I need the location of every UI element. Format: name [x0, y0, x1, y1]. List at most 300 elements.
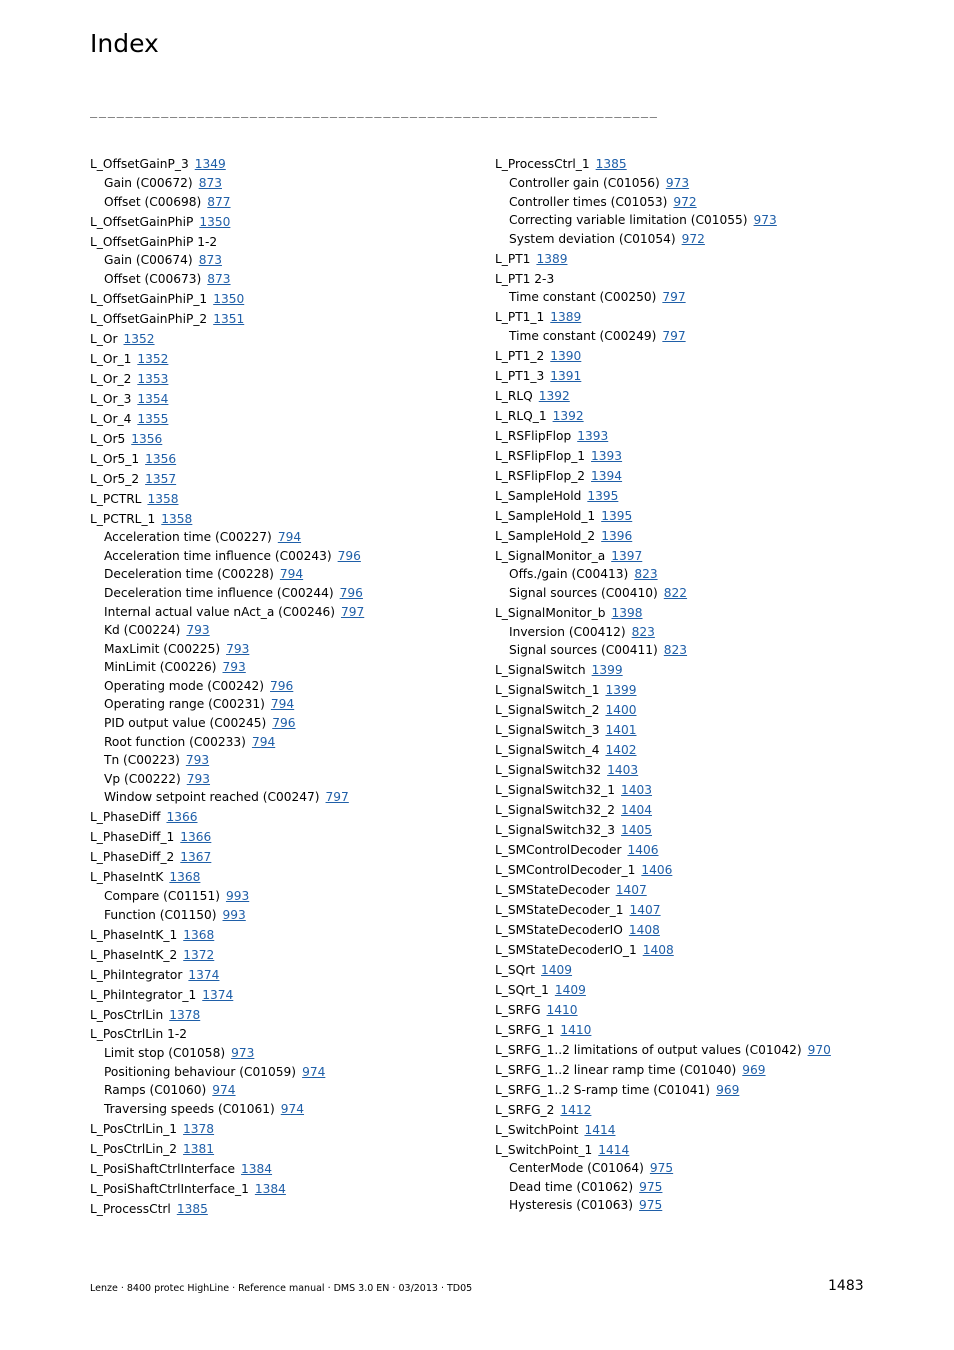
index-entry-label: L_Or_3 — [90, 391, 132, 406]
index-entry — [90, 350, 480, 369]
page-link[interactable]: 877 — [207, 194, 231, 209]
page-link[interactable]: 793 — [226, 641, 250, 656]
index-entry — [495, 1041, 875, 1060]
page-link[interactable]: 1349 — [194, 157, 226, 172]
index-entry-label: L_SignalMonitor_a — [495, 548, 606, 563]
index-entry-label: MaxLimit (C00225) — [104, 641, 221, 656]
page-link[interactable]: 1403 — [620, 782, 653, 797]
index-entry — [90, 1200, 480, 1219]
page-link[interactable]: 1407 — [629, 902, 661, 917]
page-link[interactable]: 974 — [212, 1083, 236, 1098]
index-entry-label: L_SMControlDecoder_1 — [495, 862, 636, 877]
index-entry-label: L_SignalSwitch_1 — [495, 683, 600, 698]
page-link[interactable]: 975 — [639, 1179, 663, 1194]
index-entry — [495, 681, 875, 700]
index-entry — [90, 986, 480, 1005]
page-link[interactable]: 1381 — [183, 1141, 215, 1156]
index-entry-label: L_RSFlipFlop — [495, 428, 572, 443]
index-entry-label: L_PT1_1 — [495, 310, 545, 325]
index-entry — [495, 1101, 875, 1120]
page-link[interactable]: 873 — [198, 175, 222, 190]
page-link[interactable]: 1352 — [123, 331, 155, 346]
page-link[interactable]: 1367 — [180, 850, 212, 865]
page-link[interactable]: 1358 — [161, 511, 193, 526]
index-subentry — [495, 1159, 875, 1178]
index-entry — [495, 881, 875, 900]
index-subentry — [495, 288, 875, 307]
index-entry — [90, 1006, 480, 1025]
page-link[interactable]: 1404 — [620, 802, 653, 817]
page-link[interactable]: 1409 — [541, 962, 573, 977]
index-entry-label: L_PT1 2-3 — [495, 271, 555, 286]
index-subentry — [90, 251, 480, 270]
index-subentry — [90, 640, 480, 659]
index-entry — [495, 1141, 875, 1160]
page-link[interactable]: 973 — [231, 1046, 255, 1061]
index-entry-label: L_SRFG_1 — [495, 1022, 555, 1037]
index-entry-label: L_ProcessCtrl_1 — [495, 157, 590, 172]
page-link[interactable]: 797 — [325, 790, 349, 805]
index-entry-label: L_SignalSwitch32_2 — [495, 802, 615, 817]
index-subentry — [495, 211, 875, 230]
page-link[interactable]: 1350 — [213, 291, 245, 306]
page-link[interactable]: 1414 — [598, 1142, 630, 1157]
index-entry-label: L_Or5_1 — [90, 451, 140, 466]
index-entry-label: Acceleration time influence (C00243) — [104, 548, 332, 563]
index-entry — [90, 828, 480, 847]
index-entry-label: L_RLQ_1 — [495, 408, 547, 423]
index-entry-label: L_PCTRL_1 — [90, 511, 156, 526]
index-entry — [90, 213, 480, 232]
index-entry — [90, 1025, 480, 1044]
index-entry — [495, 1081, 875, 1100]
footer-text: Lenze · 8400 protec HighLine · Reference manual · DMS 3.0 EN · 03/2013 · TD05 — [90, 1283, 473, 1294]
index-subentry — [90, 1063, 480, 1082]
page-link[interactable]: 1378 — [183, 1121, 215, 1136]
index-entry-label: L_SignalSwitch32 — [495, 763, 602, 777]
index-subentry — [90, 658, 480, 677]
index-subentry — [90, 270, 480, 289]
index-entry — [90, 510, 480, 529]
index-entry-label: L_PT1_3 — [495, 368, 545, 383]
page-link[interactable]: 1389 — [536, 251, 568, 266]
page-link[interactable]: 796 — [272, 716, 296, 731]
index-entry-label: System deviation (C01054) — [509, 231, 676, 246]
index-entry-label: L_PhiIntegrator_1 — [90, 987, 197, 1002]
index-column-left — [90, 154, 480, 1218]
index-subentry — [90, 770, 480, 789]
page-link[interactable]: 973 — [753, 213, 777, 228]
page-link[interactable]: 970 — [807, 1042, 831, 1057]
index-entry-label: Kd (C00224) — [104, 623, 181, 638]
index-subentry — [90, 174, 480, 193]
index-entry-label: L_RSFlipFlop_2 — [495, 468, 586, 483]
index-entry — [90, 848, 480, 867]
index-entry-label: L_SMControlDecoder — [495, 842, 622, 857]
page-number: 1483 — [828, 1278, 864, 1294]
index-entry-label: L_ProcessCtrl — [90, 1201, 171, 1216]
index-entry-label: Controller gain (C01056) — [509, 175, 660, 190]
index-subentry — [495, 584, 875, 603]
index-entry-label: CenterMode (C01064) — [509, 1161, 644, 1176]
page-link[interactable]: 1395 — [601, 508, 633, 523]
page-link[interactable]: 1405 — [620, 822, 653, 837]
index-entry — [90, 410, 480, 429]
index-entry — [495, 661, 875, 680]
page-link[interactable]: 1394 — [591, 468, 623, 483]
index-entry — [495, 407, 875, 426]
index-subentry — [495, 174, 875, 193]
page-link[interactable]: 969 — [716, 1082, 740, 1097]
page-title: Index — [90, 29, 159, 58]
page-link[interactable]: 972 — [673, 194, 697, 209]
index-subentry — [495, 1178, 875, 1197]
index-subentry — [495, 641, 875, 660]
index-entry — [90, 868, 480, 887]
index-entry-label: L_Or5 — [90, 431, 126, 446]
page-link[interactable]: 1389 — [550, 310, 582, 325]
index-entry — [495, 347, 875, 366]
index-entry — [90, 1140, 480, 1159]
page-link[interactable]: 1378 — [169, 1007, 201, 1022]
index-entry-label: Operating mode (C00242) — [104, 678, 265, 693]
index-entry-label: L_PhaseDiff_1 — [90, 830, 175, 845]
page-link[interactable]: 1350 — [199, 214, 231, 229]
index-entry-label: Time constant (C00249) — [509, 328, 657, 343]
index-entry-label: Deceleration time (C00228) — [104, 567, 274, 582]
index-entry-label: L_SMStateDecoder_1 — [495, 902, 624, 917]
index-subentry — [90, 695, 480, 714]
page-link[interactable]: 1393 — [591, 448, 623, 463]
page-link[interactable]: 796 — [270, 678, 294, 693]
index-entry — [495, 367, 875, 386]
page-link[interactable]: 1384 — [254, 1181, 286, 1196]
page-link[interactable]: 1409 — [554, 982, 586, 997]
index-entry-label: L_SampleHold_1 — [495, 508, 596, 523]
index-entry-label: Signal sources (C00411) — [509, 643, 658, 658]
page-link[interactable]: 1396 — [601, 528, 633, 543]
page-link[interactable]: 1400 — [605, 703, 637, 718]
index-entry — [90, 390, 480, 409]
index-subentry — [90, 906, 480, 925]
page-link[interactable]: 969 — [742, 1062, 766, 1077]
page-link[interactable]: 1408 — [628, 922, 660, 937]
page-link[interactable]: 1395 — [587, 488, 619, 503]
page-link[interactable]: 1368 — [169, 870, 201, 885]
page-link[interactable]: 1358 — [147, 491, 179, 506]
page-link[interactable]: 1398 — [611, 605, 643, 620]
index-entry-label: Internal actual value nAct_a (C00246) — [104, 604, 335, 619]
index-entry-label: Vp (C00222) — [104, 771, 181, 786]
index-entry-label: L_SMStateDecoderIO — [495, 922, 623, 937]
page-link[interactable]: 1368 — [183, 927, 215, 942]
page-link[interactable]: 1406 — [641, 862, 673, 877]
index-subentry — [90, 584, 480, 603]
index-subentry — [90, 751, 480, 770]
index-entry — [90, 370, 480, 389]
index-entry-label: L_SignalSwitch_2 — [495, 703, 600, 718]
index-entry — [495, 901, 875, 920]
index-subentry — [90, 603, 480, 622]
index-entry — [495, 961, 875, 980]
page-link[interactable]: 1366 — [180, 830, 212, 845]
page-link[interactable]: 796 — [339, 585, 363, 600]
index-entry-label: Time constant (C00250) — [509, 290, 657, 305]
index-entry-label: L_OffsetGainPhiP_2 — [90, 311, 208, 326]
page-link[interactable]: 1408 — [642, 942, 674, 957]
index-entry-label: L_SMStateDecoder — [495, 882, 610, 897]
page-link[interactable]: 1356 — [131, 431, 163, 446]
page-link[interactable]: 973 — [665, 175, 690, 190]
index-entry-label: L_RSFlipFlop_1 — [495, 448, 586, 463]
index-entry — [495, 721, 875, 740]
index-entry-label: L_SRFG_1..2 limitations of output values (C01042) — [495, 1042, 802, 1057]
index-entry-label: L_OffsetGainPhiP — [90, 214, 194, 229]
index-entry — [90, 1160, 480, 1179]
index-subentry — [495, 623, 875, 642]
page-link[interactable]: 1354 — [137, 391, 169, 406]
page-link[interactable]: 1391 — [550, 368, 582, 383]
index-entry-label: PID output value (C00245) — [104, 716, 267, 731]
page-link[interactable]: 1392 — [538, 388, 570, 403]
page-link[interactable]: 1372 — [183, 947, 215, 962]
index-entry — [495, 1001, 875, 1020]
index-entry-label: L_SignalSwitch — [495, 663, 586, 678]
page-link[interactable]: 975 — [649, 1161, 674, 1176]
index-subentry — [90, 528, 480, 547]
page-link[interactable]: 1352 — [137, 351, 169, 366]
page-link[interactable]: 823 — [634, 567, 658, 582]
page-link[interactable]: 1410 — [560, 1022, 592, 1037]
index-entry — [90, 290, 480, 309]
page-link[interactable]: 1399 — [591, 663, 623, 678]
page-link[interactable]: 1406 — [627, 842, 659, 857]
index-entry-label: L_OffsetGainPhiP 1-2 — [90, 234, 218, 249]
page-link[interactable]: 993 — [225, 888, 250, 903]
index-entry — [90, 310, 480, 329]
index-entry-label: L_SignalSwitch_3 — [495, 723, 600, 738]
index-entry-label: L_SQrt_1 — [495, 982, 549, 997]
index-entry-label: L_SignalSwitch_4 — [495, 743, 600, 758]
page-link[interactable]: 1374 — [202, 987, 234, 1002]
page-link[interactable]: 1385 — [176, 1201, 208, 1216]
page-link[interactable]: 797 — [340, 604, 365, 619]
page-link[interactable]: 823 — [663, 643, 688, 658]
page-link[interactable]: 822 — [663, 585, 688, 600]
index-entry — [495, 821, 875, 840]
page-link[interactable]: 793 — [186, 623, 210, 638]
index-entry — [495, 604, 875, 623]
page-link[interactable]: 796 — [337, 548, 361, 563]
page-link[interactable]: 1351 — [213, 311, 245, 326]
index-entry-label: L_SignalMonitor_b — [495, 605, 606, 620]
index-entry — [495, 1021, 875, 1040]
index-entry — [90, 450, 480, 469]
index-entry — [495, 921, 875, 940]
index-entry-label: MinLimit (C00226) — [104, 660, 217, 675]
index-subentry — [495, 193, 875, 212]
page-link[interactable]: 794 — [251, 734, 276, 749]
index-entry — [495, 741, 875, 760]
page-link[interactable]: 974 — [302, 1064, 326, 1079]
index-entry — [495, 801, 875, 820]
index-subentry — [90, 547, 480, 566]
page-link[interactable]: 1407 — [615, 882, 647, 897]
page-link[interactable]: 793 — [185, 753, 210, 768]
page-link[interactable]: 1357 — [145, 471, 177, 486]
index-subentry — [90, 714, 480, 733]
index-entry — [90, 330, 480, 349]
index-entry — [495, 427, 875, 446]
index-entry-label: L_Or5_2 — [90, 471, 140, 486]
page-link[interactable]: 1410 — [546, 1002, 578, 1017]
index-entry-label: L_PhaseDiff — [90, 810, 161, 825]
index-entry-label: Correcting variable limitation (C01055) — [509, 213, 748, 228]
index-entry-label: L_PhaseIntK_2 — [90, 947, 178, 962]
index-entry — [495, 467, 875, 486]
index-entry — [90, 155, 480, 174]
index-subentry — [90, 1081, 480, 1100]
index-entry-label: L_Or_2 — [90, 371, 132, 386]
header-rule: ________________________________________________________________ — [90, 104, 659, 118]
page-link[interactable]: 797 — [662, 328, 686, 343]
index-entry-label: L_PosCtrlLin — [90, 1007, 164, 1022]
page-link[interactable]: 1374 — [188, 967, 220, 982]
index-entry — [495, 981, 875, 1000]
index-entry-label: L_PosiShaftCtrlInterface — [90, 1161, 236, 1176]
page-link[interactable]: 1399 — [605, 683, 637, 698]
page-link[interactable]: 1412 — [560, 1102, 592, 1117]
index-entry-label: Offset (C00698) — [104, 194, 202, 209]
page-link[interactable]: 975 — [639, 1198, 663, 1213]
index-entry — [90, 966, 480, 985]
index-entry-label: L_SampleHold — [495, 488, 582, 503]
index-subentry — [90, 193, 480, 212]
index-entry-label: L_SRFG_2 — [495, 1102, 555, 1117]
index-entry-label: L_SignalSwitch32_1 — [495, 782, 615, 797]
page-link[interactable]: 1390 — [550, 348, 582, 363]
page-link[interactable]: 797 — [662, 290, 686, 305]
index-entry — [90, 808, 480, 827]
index-entry-label: L_PosiShaftCtrlInterface_1 — [90, 1181, 249, 1196]
page-link[interactable]: 873 — [198, 253, 222, 268]
page-link[interactable]: 793 — [186, 771, 211, 786]
index-entry-label: L_OffsetGainP_3 — [90, 157, 189, 172]
index-entry-label: Window setpoint reached (C00247) — [104, 790, 320, 805]
index-entry — [90, 1180, 480, 1199]
index-entry-label: Traversing speeds (C01061) — [104, 1101, 275, 1116]
index-entry — [495, 941, 875, 960]
page-link[interactable]: 1385 — [595, 157, 627, 172]
index-entry-label: L_SRFG — [495, 1002, 541, 1017]
page-link[interactable]: 873 — [207, 271, 231, 286]
index-entry-label: L_Or — [90, 331, 118, 346]
page-link[interactable]: 1355 — [137, 411, 169, 426]
index-entry-label: Compare (C01151) — [104, 888, 220, 903]
index-subentry — [90, 621, 480, 640]
page-link[interactable]: 1393 — [577, 428, 609, 443]
page-link[interactable]: 823 — [631, 624, 655, 639]
index-entry-label: Deceleration time influence (C00244) — [104, 585, 334, 600]
index-entry-label: L_PosCtrlLin 1-2 — [90, 1027, 187, 1042]
index-entry-label: Offset (C00673) — [104, 271, 202, 286]
index-entry — [90, 926, 480, 945]
index-entry — [495, 861, 875, 880]
index-entry-label: L_OffsetGainPhiP_1 — [90, 291, 208, 306]
page-link[interactable]: 1402 — [605, 743, 637, 758]
page-link[interactable]: 1366 — [166, 810, 198, 825]
index-entry — [495, 487, 875, 506]
index-entry-label: Root function (C00233) — [104, 734, 246, 749]
index-subentry — [495, 230, 875, 249]
index-entry-label: Gain (C00674) — [104, 253, 193, 268]
page-link[interactable]: 1403 — [607, 763, 639, 777]
page-link[interactable]: 1392 — [552, 408, 584, 423]
index-entry-label: Gain (C00672) — [104, 175, 193, 190]
index-entry-label: Function (C01150) — [104, 907, 217, 922]
index-subentry — [90, 677, 480, 696]
index-subentry — [90, 565, 480, 584]
page-link[interactable]: 972 — [681, 231, 705, 246]
index-column-right — [495, 154, 875, 1215]
index-entry-label: Tn (C00223) — [104, 753, 180, 768]
index-entry — [495, 387, 875, 406]
page-link[interactable]: 793 — [222, 660, 246, 675]
index-entry-label: Ramps (C01060) — [104, 1083, 207, 1098]
index-entry — [90, 490, 480, 509]
index-subentry — [495, 327, 875, 346]
page-link[interactable]: 993 — [222, 907, 246, 922]
page-link[interactable]: 794 — [279, 567, 304, 582]
page-link[interactable]: 1353 — [137, 371, 169, 386]
index-entry-label: L_SQrt — [495, 962, 536, 977]
index-entry-label: L_SampleHold_2 — [495, 528, 596, 543]
index-entry — [90, 430, 480, 449]
index-entry-label: L_PT1 — [495, 251, 531, 266]
page-link[interactable]: 794 — [270, 697, 295, 712]
index-subentry — [90, 788, 480, 807]
index-subentry — [90, 1044, 480, 1063]
index-entry-label: Offs./gain (C00413) — [509, 567, 629, 582]
page-link[interactable]: 794 — [277, 530, 302, 545]
index-subentry — [495, 565, 875, 584]
page-link[interactable]: 1414 — [584, 1122, 616, 1137]
page-link[interactable]: 974 — [280, 1101, 305, 1116]
index-entry-label: Signal sources (C00410) — [509, 585, 658, 600]
page-link[interactable]: 1397 — [611, 548, 643, 563]
index-entry-label: L_PT1_2 — [495, 348, 545, 363]
index-entry — [495, 701, 875, 720]
page-link[interactable]: 1401 — [605, 723, 637, 738]
index-entry-label: L_SRFG_1..2 S-ramp time (C01041) — [495, 1082, 711, 1097]
index-subentry — [495, 1196, 875, 1215]
index-entry — [495, 250, 875, 269]
index-subentry — [90, 1100, 480, 1119]
index-entry-label: Hysteresis (C01063) — [509, 1198, 633, 1213]
index-entry — [495, 781, 875, 800]
index-entry-label: Limit stop (C01058) — [104, 1046, 226, 1061]
index-entry-label: L_PosCtrlLin_2 — [90, 1141, 178, 1156]
index-entry-label: Dead time (C01062) — [509, 1179, 634, 1194]
index-entry-label: L_RLQ — [495, 388, 533, 403]
page-link[interactable]: 1356 — [145, 451, 177, 466]
index-entry — [495, 547, 875, 566]
index-entry — [90, 1120, 480, 1139]
index-entry — [90, 946, 480, 965]
index-entry — [495, 447, 875, 466]
page-link[interactable]: 1384 — [241, 1161, 273, 1176]
index-entry — [495, 308, 875, 327]
